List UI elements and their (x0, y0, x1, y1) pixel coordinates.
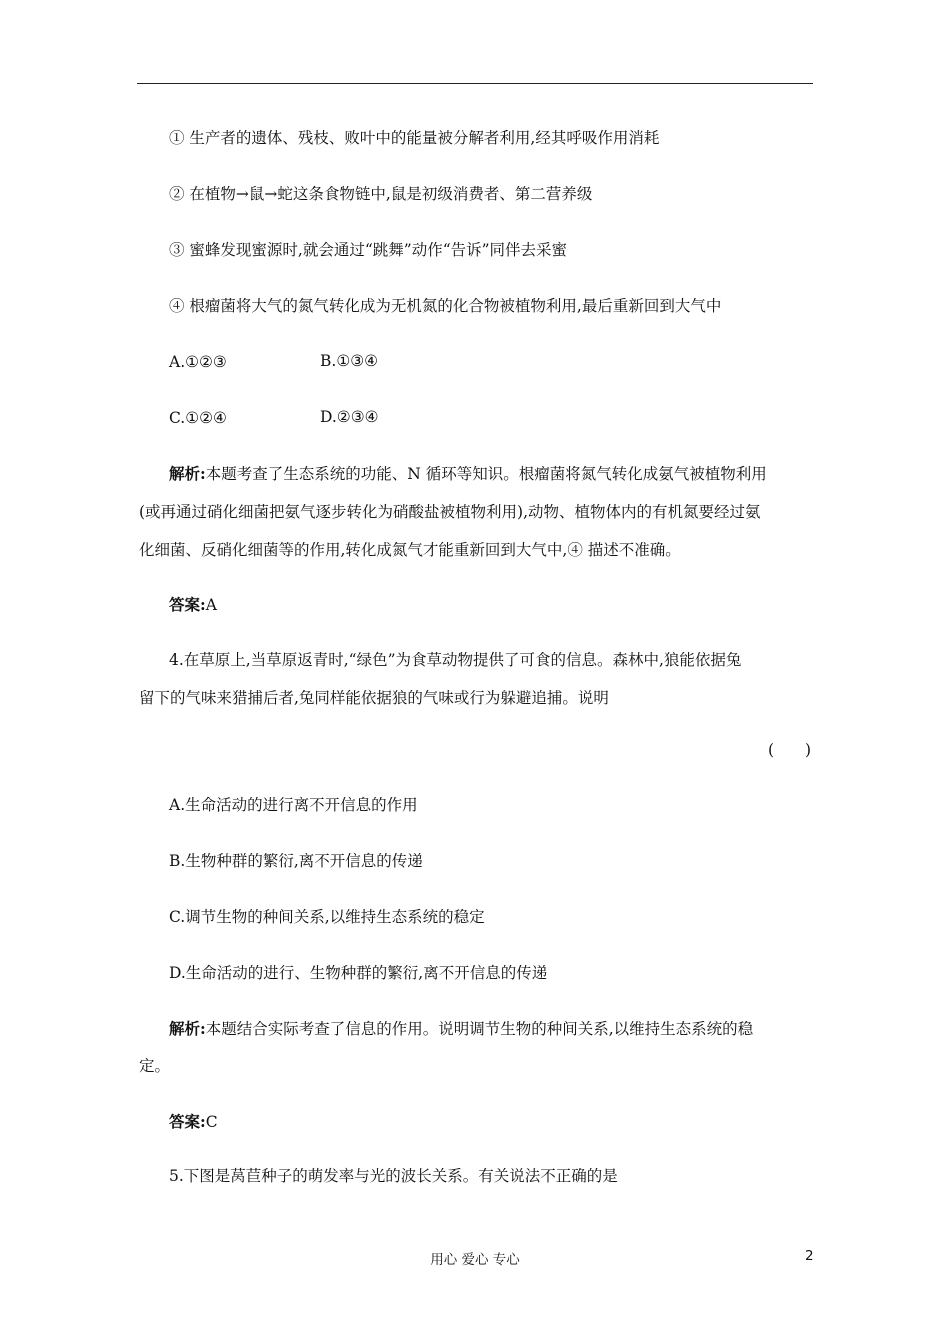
analysis-text: 本题考查了生态系统的功能、N 循环等知识。根瘤菌将氮气转化成氨气被植物利用 (205, 465, 767, 483)
q4-option-a: A.生命活动的进行离不开信息的作用 (169, 796, 418, 814)
q3-answer (169, 595, 217, 615)
analysis-label: 解析: (169, 1019, 206, 1038)
answer-value: C (205, 1113, 218, 1131)
statement-4: ④ 根瘤菌将大气的氮气转化成为无机氮的化合物被植物利用,最后重新回到大气中 (169, 297, 722, 315)
q4-option-c: C.调节生物的种间关系,以维持生态系统的稳定 (169, 908, 485, 926)
q3-analysis-line-3: 化细菌、反硝化细菌等的作用,转化成氮气才能重新回到大气中,④ 描述不准确。 (139, 541, 681, 559)
answer-value: A (205, 596, 217, 614)
statement-3: ③ 蜜蜂发现蜜源时,就会通过“跳舞”动作“告诉”同伴去采蜜 (169, 241, 568, 259)
q3-analysis-line-1 (169, 464, 767, 484)
answer-blank: ( ) (768, 741, 812, 759)
q3-option-c: C.①②④ (169, 409, 227, 427)
q3-option-a: A.①②③ (169, 353, 227, 371)
analysis-text: 本题结合实际考查了信息的作用。说明调节生物的种间关系,以维持生态系统的稳 (205, 1020, 754, 1038)
q4-analysis-line-1 (169, 1019, 753, 1039)
q5-stem: 5.下图是莴苣种子的萌发率与光的波长关系。有关说法不正确的是 (169, 1167, 618, 1185)
answer-label: 答案: (169, 1112, 206, 1131)
q4-option-d: D.生命活动的进行、生物种群的繁衍,离不开信息的传递 (169, 964, 548, 982)
q4-answer (169, 1112, 218, 1132)
q3-analysis-line-2: (或再通过硝化细菌把氨气逐步转化为硝酸盐被植物利用),动物、植物体内的有机氮要经过氨 (139, 503, 761, 521)
header-rule (137, 83, 813, 84)
page-number: 2 (805, 1248, 814, 1264)
statement-2: ② 在植物→鼠→蛇这条食物链中,鼠是初级消费者、第二营养级 (169, 185, 593, 203)
q4-stem-line-1: 4.在草原上,当草原返青时,“绿色”为食草动物提供了可食的信息。森林中,狼能依据兔 (169, 651, 742, 669)
footer-text: 用心 爱心 专心 (430, 1252, 520, 1268)
answer-label: 答案: (169, 595, 206, 614)
analysis-label: 解析: (169, 464, 206, 483)
q4-option-b: B.生物种群的繁衍,离不开信息的传递 (169, 852, 423, 870)
q3-option-b: B.①③④ (320, 352, 379, 370)
q4-analysis-line-2: 定。 (139, 1057, 171, 1075)
q3-option-d: D.②③④ (320, 408, 379, 426)
statement-1: ① 生产者的遗体、残枝、败叶中的能量被分解者利用,经其呼吸作用消耗 (169, 129, 660, 147)
q4-stem-line-2: 留下的气味来猎捕后者,兔同样能依据狼的气味或行为躲避追捕。说明 (139, 689, 609, 707)
